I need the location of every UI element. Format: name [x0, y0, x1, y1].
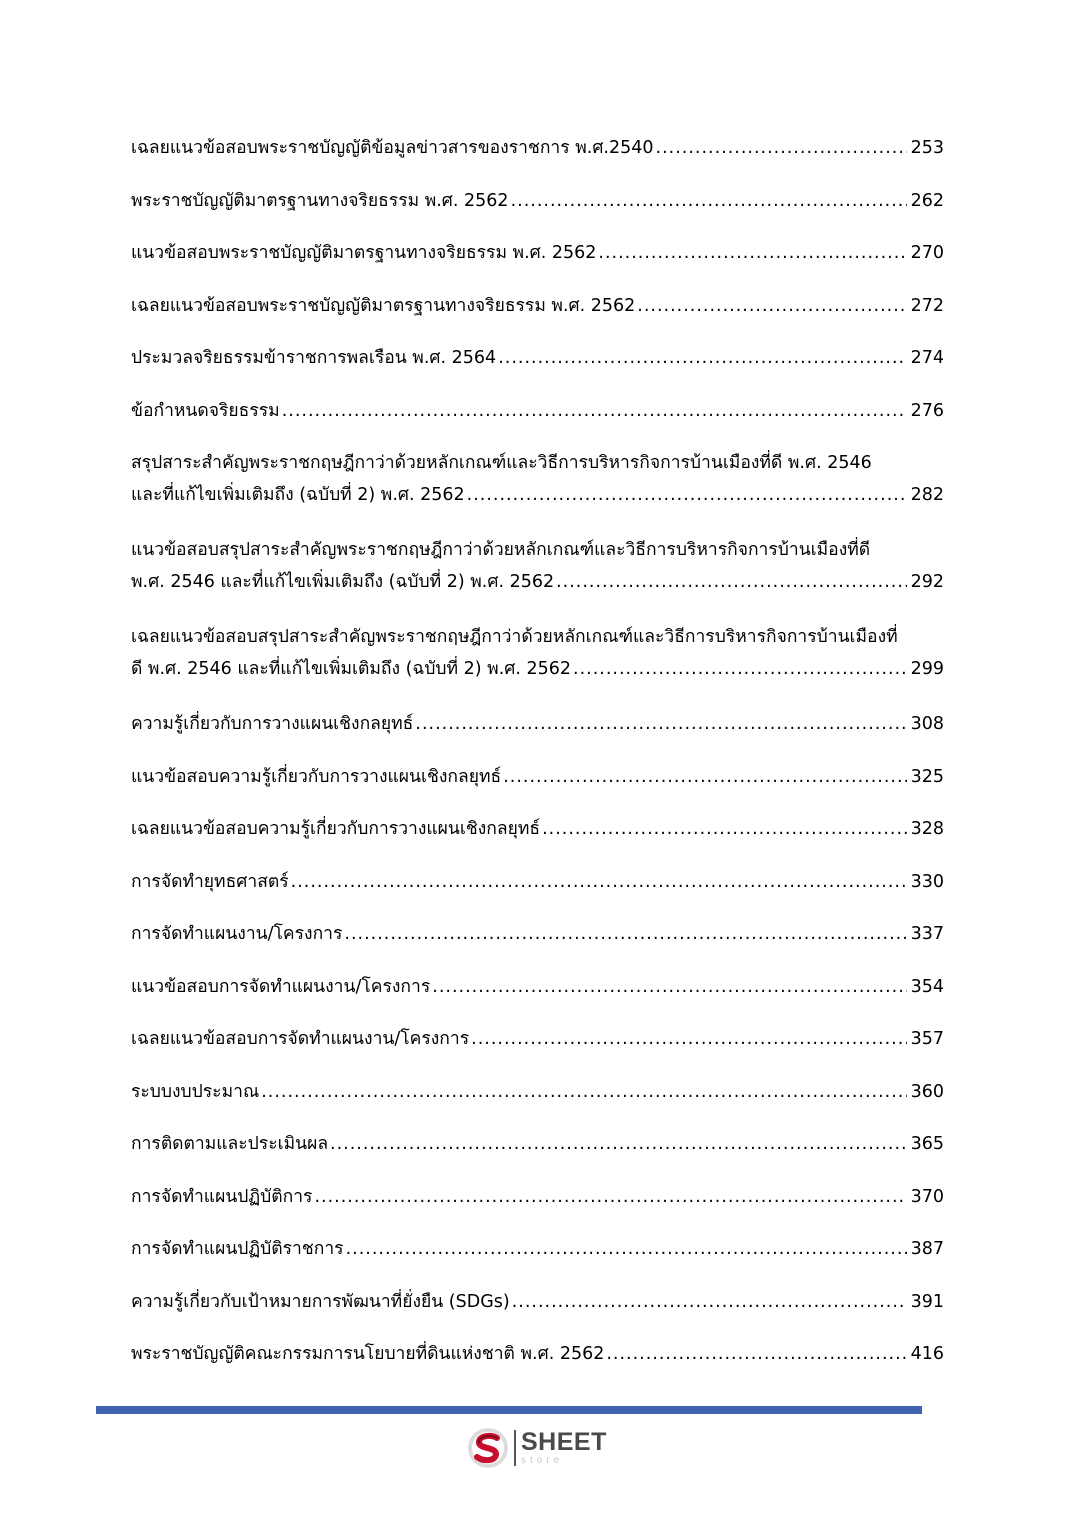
toc-entry[interactable] — [131, 1233, 944, 1265]
toc-entry-page: 391 — [910, 1291, 944, 1312]
dot-leader — [471, 1023, 906, 1055]
dot-leader — [498, 342, 906, 374]
toc-entry-page: 357 — [910, 1029, 944, 1049]
toc-entry-page: 328 — [910, 819, 944, 839]
toc-entry-title: ดี พ.ศ. 2546 และที่แก้ไขเพิ่มเติมถึง (ฉบับที่ 2) พ.ศ. 2562 — [131, 659, 572, 679]
dot-leader — [606, 1338, 906, 1370]
toc-entry[interactable] — [131, 132, 944, 164]
toc-entry[interactable] — [131, 866, 944, 898]
dot-leader — [346, 1233, 907, 1265]
toc-entry-title-line1: แนวข้อสอบสรุปสาระสำคัญพระราชกฤษฎีกาว่าด้วยหลักเกณฑ์และวิธีการบริหารกิจการบ้านเมืองที่ดี — [131, 540, 871, 560]
toc-entry-title: เฉลยแนวข้อสอบการจัดทำแผนงาน/โครงการ — [131, 1029, 470, 1049]
toc-entry[interactable] — [131, 290, 944, 322]
dot-leader — [291, 866, 907, 898]
toc-entry-page: 262 — [910, 190, 944, 211]
toc-entry-title: แนวข้อสอบการจัดทำแผนงาน/โครงการ — [131, 976, 431, 997]
toc-entry[interactable] — [131, 1128, 944, 1160]
toc-entry[interactable] — [131, 237, 944, 269]
toc-entry-title: พ.ศ. 2546 และที่แก้ไขเพิ่มเติมถึง (ฉบับที่ 2) พ.ศ. 2562 — [131, 572, 555, 592]
toc-entry-title: พระราชบัญญัติมาตรฐานทางจริยธรรม พ.ศ. 2562 — [131, 190, 509, 211]
toc-entry-title: แนวข้อสอบพระราชบัญญัติมาตรฐานทางจริยธรรม พ.ศ. 2562 — [131, 243, 597, 263]
dot-leader — [573, 653, 907, 685]
toc-entry-page: 365 — [910, 1134, 944, 1154]
toc-entry[interactable] — [131, 1181, 944, 1213]
dot-leader — [598, 237, 906, 269]
toc-entry-page: 274 — [910, 348, 944, 368]
toc-entry-title-line1: เฉลยแนวข้อสอบสรุปสาระสำคัญพระราชกฤษฎีกาว่าด้วยหลักเกณฑ์และวิธีการบริหารกิจการบ้านเมืองที่ — [131, 627, 898, 647]
toc-entry-title: และที่แก้ไขเพิ่มเติมถึง (ฉบับที่ 2) พ.ศ. 2562 — [131, 485, 465, 505]
toc-entry[interactable] — [131, 534, 944, 598]
dot-leader — [656, 132, 907, 164]
toc-entry-page: 253 — [910, 138, 944, 158]
dot-leader — [330, 1128, 907, 1160]
toc-entry[interactable] — [131, 447, 944, 511]
sheet-store-s-logo-icon — [466, 1426, 510, 1470]
dot-leader — [542, 813, 907, 845]
dot-leader — [511, 185, 907, 217]
toc-entry-page: 416 — [910, 1344, 944, 1364]
toc-entry[interactable] — [131, 813, 944, 845]
toc-entry[interactable] — [131, 918, 944, 950]
toc-entry-page: 370 — [910, 1186, 944, 1207]
toc-entry-title: ความรู้เกี่ยวกับเป้าหมายการพัฒนาที่ยั่งยืน (SDGs) — [131, 1291, 510, 1312]
toc-entry-title: พระราชบัญญัติคณะกรรมการนโยบายที่ดินแห่งชาติ พ.ศ. 2562 — [131, 1344, 605, 1364]
sheet-store-logo — [466, 1424, 607, 1472]
toc-entry-page: 299 — [910, 659, 944, 679]
logo-word: SHEET — [521, 1428, 607, 1456]
dot-leader — [415, 708, 906, 740]
dot-leader — [467, 479, 907, 511]
dot-leader — [637, 290, 906, 322]
dot-leader — [314, 1181, 906, 1213]
toc-entry-page: 270 — [910, 243, 944, 263]
toc-entry-page: 276 — [910, 400, 944, 421]
toc-entry-title: ความรู้เกี่ยวกับการวางแผนเชิงกลยุทธ์ — [131, 714, 414, 734]
toc-entry[interactable] — [131, 1286, 944, 1318]
toc-entry-page: 325 — [910, 766, 944, 787]
toc-entry[interactable] — [131, 708, 944, 740]
toc-entry[interactable] — [131, 1338, 944, 1370]
toc-entry[interactable] — [131, 971, 944, 1003]
table-of-contents — [131, 132, 944, 1391]
toc-entry[interactable] — [131, 1023, 944, 1055]
toc-entry-title: ประมวลจริยธรรมข้าราชการพลเรือน พ.ศ. 2564 — [131, 348, 497, 368]
toc-entry-page: 308 — [910, 714, 944, 734]
dot-leader — [344, 918, 906, 950]
dot-leader — [503, 761, 906, 793]
dot-leader — [556, 566, 906, 598]
toc-entry[interactable] — [131, 185, 944, 217]
toc-entry-title-line1: สรุปสาระสำคัญพระราชกฤษฎีกาว่าด้วยหลักเกณฑ์และวิธีการบริหารกิจการบ้านเมืองที่ดี พ.ศ. 2546 — [131, 453, 872, 473]
dot-leader — [282, 395, 907, 427]
toc-entry[interactable] — [131, 342, 944, 374]
toc-entry-title: การจัดทำแผนปฏิบัติราชการ — [131, 1239, 344, 1259]
toc-entry-page: 337 — [910, 924, 944, 944]
toc-entry-page: 387 — [910, 1239, 944, 1259]
toc-entry-title: การติดตามและประเมินผล — [131, 1134, 329, 1154]
dot-leader — [512, 1286, 907, 1318]
toc-entry[interactable] — [131, 761, 944, 793]
toc-entry-title: การจัดทำยุทธศาสตร์ — [131, 871, 289, 892]
toc-entry-title: เฉลยแนวข้อสอบพระราชบัญญัติข้อมูลข่าวสารของราชการ พ.ศ.2540 — [131, 138, 654, 158]
toc-entry[interactable] — [131, 1076, 944, 1108]
logo-subword: store — [521, 1455, 564, 1466]
toc-entry-title: แนวข้อสอบความรู้เกี่ยวกับการวางแผนเชิงกลยุทธ์ — [131, 766, 502, 787]
toc-entry[interactable] — [131, 621, 944, 685]
toc-entry-title: การจัดทำแผนปฏิบัติการ — [131, 1186, 313, 1207]
toc-entry-page: 360 — [910, 1081, 944, 1102]
toc-entry-title: ข้อกำหนดจริยธรรม — [131, 400, 280, 421]
toc-entry-page: 354 — [910, 976, 944, 997]
dot-leader — [432, 971, 906, 1003]
toc-entry-page: 292 — [910, 572, 944, 592]
toc-entry-page: 282 — [910, 485, 944, 505]
toc-entry-page: 272 — [910, 295, 944, 316]
footer-rule — [96, 1406, 922, 1414]
toc-entry-title: ระบบงบประมาณ — [131, 1081, 260, 1102]
toc-entry[interactable] — [131, 395, 944, 427]
logo-separator — [514, 1430, 516, 1466]
toc-entry-title: การจัดทำแผนงาน/โครงการ — [131, 924, 343, 944]
toc-entry-title: เฉลยแนวข้อสอบความรู้เกี่ยวกับการวางแผนเชิงกลยุทธ์ — [131, 819, 541, 839]
logo-text — [521, 1430, 607, 1466]
toc-entry-page: 330 — [910, 871, 944, 892]
dot-leader — [261, 1076, 906, 1108]
toc-entry-title: เฉลยแนวข้อสอบพระราชบัญญัติมาตรฐานทางจริยธรรม พ.ศ. 2562 — [131, 295, 636, 316]
